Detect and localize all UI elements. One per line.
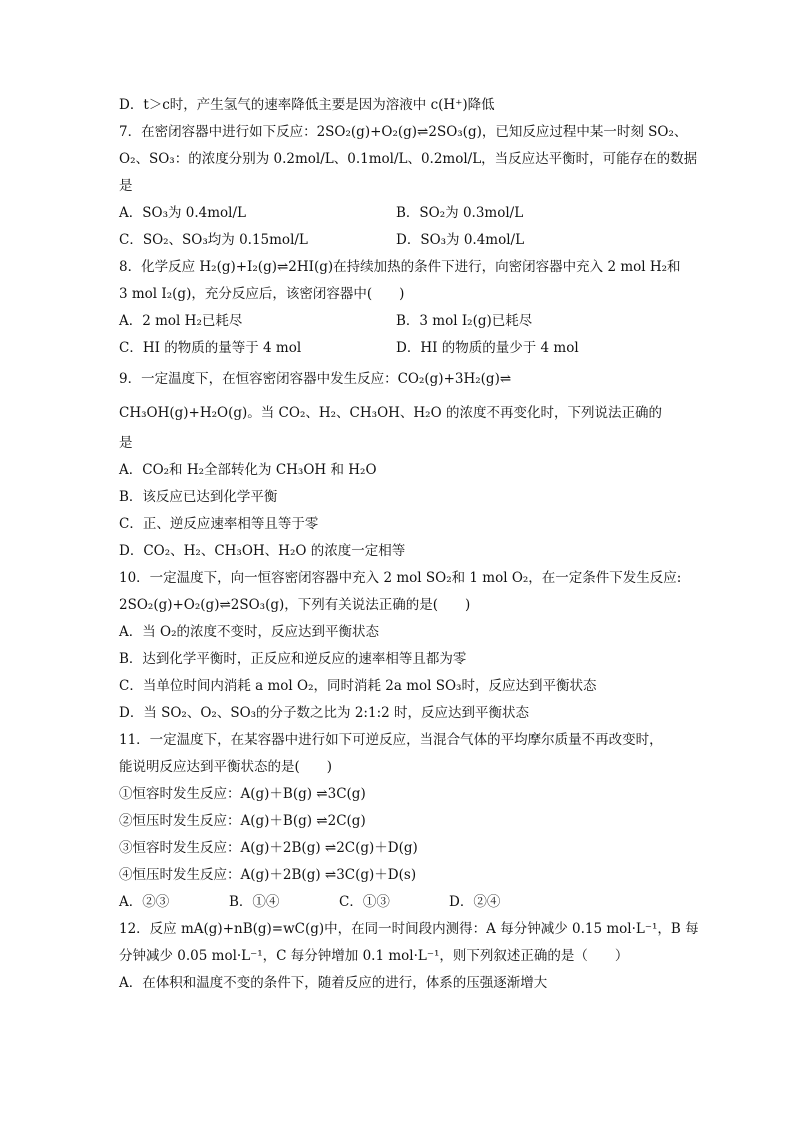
q6-option-d: D．t＞c时，产生氢气的速率降低主要是因为溶液中 c(H⁺)降低 <box>119 97 495 113</box>
q8-stem-line-2: 3 mol I₂(g)，充分反应后，该密闭容器中( ) <box>119 286 405 302</box>
q8-stem-line-1: 8．化学反应 H₂(g)+I₂(g)⇌2HI(g)在持续加热的条件下进行，向密闭容器中充入 2 mol H₂和 <box>119 259 681 275</box>
q11-stem-line-2: 能说明反应达到平衡状态的是( ) <box>119 759 333 775</box>
q7-option-c: C．SO₂、SO₃均为 0.15mol/L <box>119 232 308 248</box>
q12-option-a: A．在体积和温度不变的条件下，随着反应的进行，体系的压强逐渐增大 <box>119 975 548 991</box>
q9-option-b: B．该反应已达到化学平衡 <box>119 489 278 505</box>
q10-stem-line-2: 2SO₂(g)+O₂(g)⇌2SO₃(g)，下列有关说法正确的是( ) <box>119 597 471 613</box>
q8-option-a: A．2 mol H₂已耗尽 <box>119 313 243 329</box>
q8-options-row-1 <box>119 308 679 335</box>
q12-stem-line-1: 12．反应 mA(g)+nB(g)=wC(g)中，在同一时间段内测得：A 每分钟减少 0.15 mol·L⁻¹，B 每 <box>119 921 699 937</box>
q11-item-1: ①恒容时发生反应：A(g)＋B(g) ⇌3C(g) <box>119 786 366 802</box>
q10-option-a: A．当 O₂的浓度不变时，反应达到平衡状态 <box>119 624 380 640</box>
q7-stem-line-1: 7．在密闭容器中进行如下反应：2SO₂(g)+O₂(g)⇌2SO₃(g)，已知反应过程中某一时刻 SO₂、 <box>119 124 688 140</box>
q9-option-d: D．CO₂、H₂、CH₃OH、H₂O 的浓度一定相等 <box>119 543 406 559</box>
q11-option-c: C．①③ <box>339 894 390 910</box>
q7-stem-line-3: 是 <box>119 178 133 194</box>
q9-option-c: C．正、逆反应速率相等且等于零 <box>119 516 319 532</box>
q9-stem-line-3: 是 <box>119 435 133 451</box>
q11-options-row <box>119 889 679 916</box>
q7-stem-line-2: O₂、SO₃：的浓度分别为 0.2mol/L、0.1mol/L、0.2mol/L，当反应达平衡时，可能存在的数据 <box>119 151 698 167</box>
q7-option-d: D．SO₃为 0.4mol/L <box>396 232 525 248</box>
q11-item-3: ③恒容时发生反应：A(g)＋2B(g) ⇌2C(g)＋D(g) <box>119 840 418 856</box>
q10-option-b: B．达到化学平衡时，正反应和逆反应的速率相等且都为零 <box>119 651 467 667</box>
q10-option-d: D．当 SO₂、O₂、SO₃的分子数之比为 2:1:2 时，反应达到平衡状态 <box>119 705 529 721</box>
q8-option-b: B．3 mol I₂(g)已耗尽 <box>396 313 533 329</box>
q8-option-d: D．HI 的物质的量少于 4 mol <box>396 340 579 356</box>
q11-option-d: D．②④ <box>449 894 501 910</box>
q11-stem-line-1: 11．一定温度下，在某容器中进行如下可逆反应，当混合气体的平均摩尔质量不再改变时， <box>119 732 663 748</box>
q10-option-c: C．当单位时间内消耗 a mol O₂，同时消耗 2a mol SO₃时，反应达到平衡状态 <box>119 678 597 694</box>
q10-stem-line-1: 10．一定温度下，向一恒容密闭容器中充入 2 mol SO₂和 1 mol O₂，在一定条件下发生反应: <box>119 570 682 586</box>
q11-option-b: B．①④ <box>229 894 280 910</box>
q11-option-a: A．②③ <box>119 894 170 910</box>
q11-item-4: ④恒压时发生反应：A(g)＋2B(g) ⇌3C(g)＋D(s) <box>119 867 417 883</box>
document-page <box>119 92 699 997</box>
q7-option-b: B．SO₂为 0.3mol/L <box>396 205 524 221</box>
q8-option-c: C．HI 的物质的量等于 4 mol <box>119 340 302 356</box>
q7-option-a: A．SO₃为 0.4mol/L <box>119 205 246 221</box>
q7-options-row-2 <box>119 227 679 254</box>
q9-option-a: A．CO₂和 H₂全部转化为 CH₃OH 和 H₂O <box>119 462 377 478</box>
q11-item-2: ②恒压时发生反应：A(g)＋B(g) ⇌2C(g) <box>119 813 366 829</box>
q12-stem-line-2: 分钟减少 0.05 mol·L⁻¹，C 每分钟增加 0.1 mol·L⁻¹，则下列叙述正确的是（ ） <box>119 948 629 964</box>
q7-options-row-1 <box>119 200 679 227</box>
q8-options-row-2 <box>119 335 679 362</box>
q9-stem-line-2: CH₃OH(g)+H₂O(g)。当 CO₂、H₂、CH₃OH、H₂O 的浓度不再变化时，下列说法正确的 <box>119 405 662 421</box>
q9-stem-line-1: 9．一定温度下，在恒容密闭容器中发生反应：CO₂(g)+3H₂(g)⇌ <box>119 371 512 387</box>
